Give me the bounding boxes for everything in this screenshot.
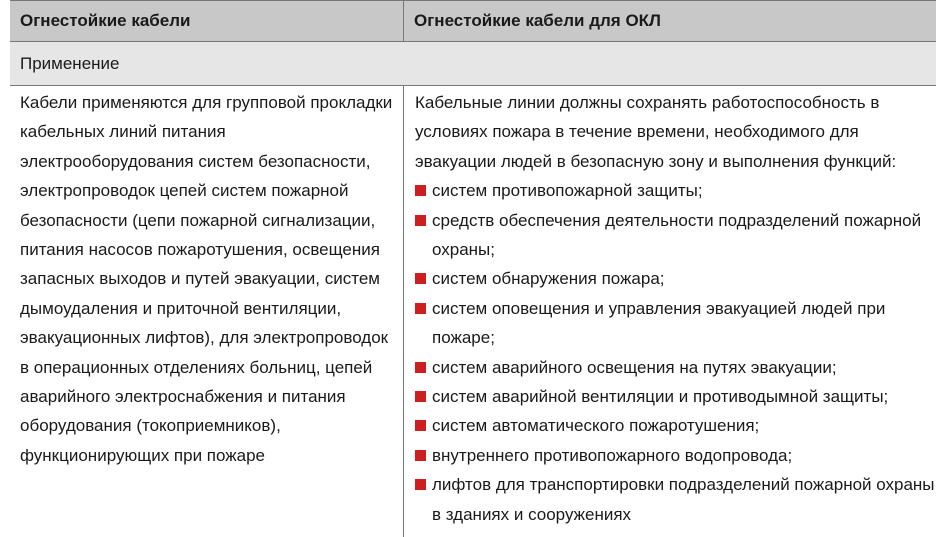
list-item-text: лифтов для транспортировки подразделений пожарной охраны в зданиях и сооружениях — [432, 475, 935, 524]
list-item-text: систем обнаружения пожара; — [432, 269, 665, 289]
list-item — [415, 294, 936, 353]
list-item — [415, 206, 936, 265]
function-list — [415, 176, 936, 529]
square-bullet-icon — [415, 362, 426, 373]
square-bullet-icon — [415, 185, 426, 196]
list-item — [415, 382, 936, 411]
list-item-text: систем аварийного освещения на путях эвакуации; — [432, 357, 837, 377]
table-row — [10, 86, 936, 537]
square-bullet-icon — [415, 215, 426, 226]
list-item-text: систем автоматического пожаротушения; — [432, 416, 760, 436]
list-item — [415, 264, 936, 293]
right-intro: Кабельные линии должны сохранять работоспособность в условиях пожара в течение времени, необходимого для эвакуации людей в безопасную зону и выполнения функций: — [415, 93, 897, 171]
list-item-text: систем оповещения и управления эвакуацией людей при пожаре; — [432, 298, 886, 348]
left-description: Кабели применяются для групповой прокладки кабельных линий питания электрооборудования систем безопасности, электропроводок цепей систем пожарной безопасности (цепи пожарной сигнализации, питания насосов пожаротушения, освещения запасных выходов и путей эвакуации, систем дымоудаления и приточной вентиляции, эвакуационных лифтов), для электропроводок в операционных отделениях больниц, цепей аварийного электроснабжения и питания оборудования (токоприемников), функционирующих при пожаре — [20, 93, 393, 465]
section-application: Применение — [10, 42, 936, 86]
cable-comparison-table — [10, 0, 936, 537]
list-item — [415, 411, 936, 440]
square-bullet-icon — [415, 303, 426, 314]
list-item — [415, 441, 936, 470]
list-item-text: систем аварийной вентиляции и противодымной защиты; — [432, 387, 889, 407]
header-fire-resistant-cables-okl: Огнестойкие кабели для ОКЛ — [414, 11, 661, 30]
left-cell — [10, 86, 404, 537]
list-item — [415, 353, 936, 382]
square-bullet-icon — [415, 420, 426, 431]
list-item — [415, 470, 936, 529]
list-item-text: средств обеспечения деятельности подразделений пожарной охраны; — [432, 210, 922, 260]
list-item-text: внутреннего противопожарного водопровода; — [432, 445, 793, 465]
list-item — [415, 176, 936, 205]
table-header — [10, 0, 936, 42]
header-fire-resistant-cables: Огнестойкие кабели — [10, 1, 404, 41]
square-bullet-icon — [415, 273, 426, 284]
right-cell — [404, 86, 936, 537]
square-bullet-icon — [415, 479, 426, 490]
square-bullet-icon — [415, 391, 426, 402]
square-bullet-icon — [415, 450, 426, 461]
list-item-text: систем противопожарной защиты; — [432, 181, 703, 201]
